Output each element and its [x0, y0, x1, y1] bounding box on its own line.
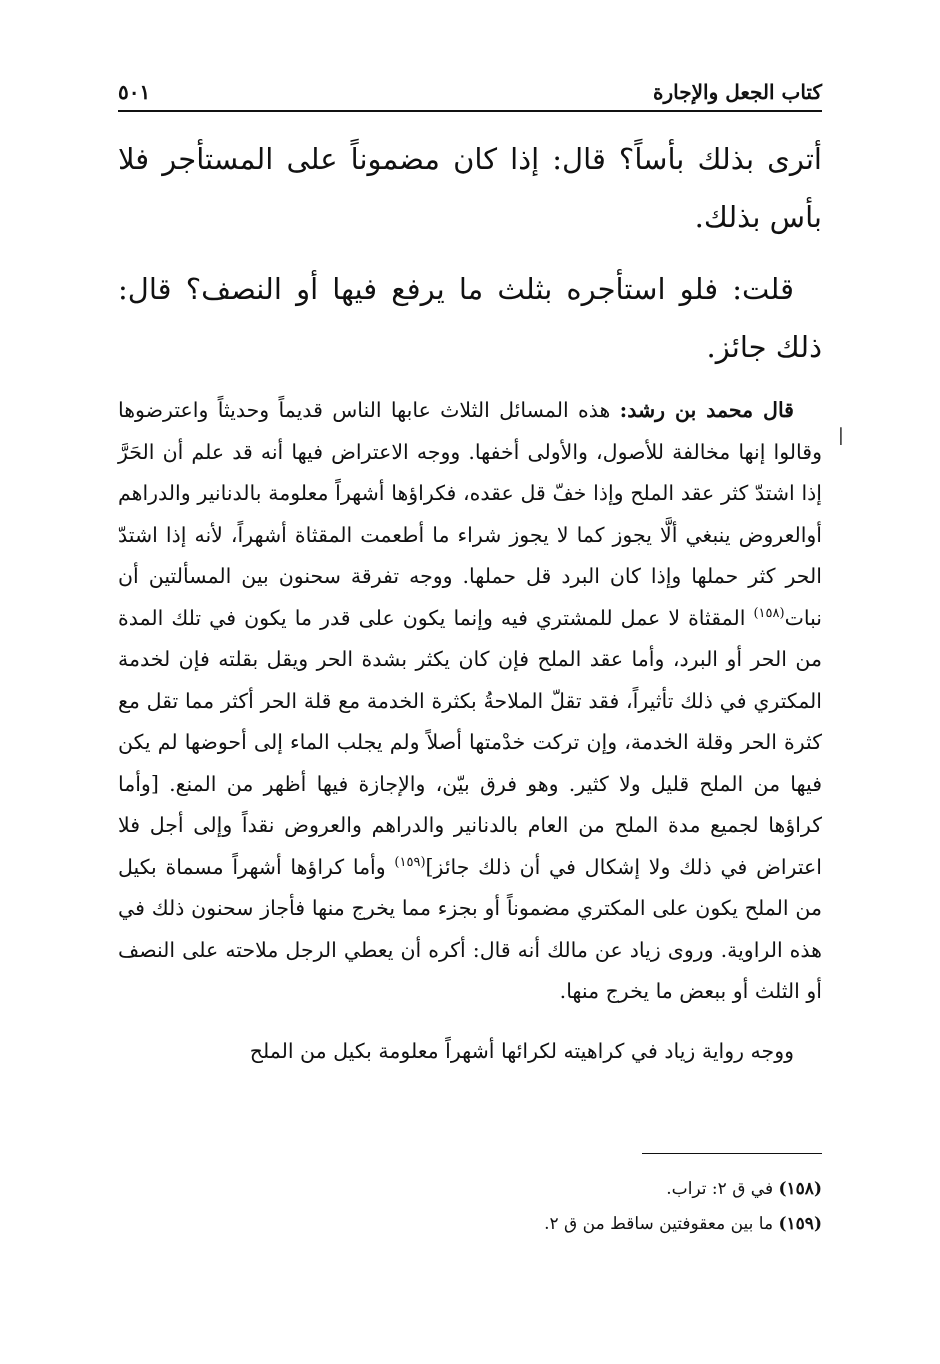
footnote-text: في ق ٢: تراب. — [666, 1179, 774, 1199]
footnotes — [118, 1172, 822, 1242]
footnote-159 — [118, 1207, 822, 1242]
margin-mark: | — [837, 425, 844, 446]
footnote-number: (١٥٨) — [778, 1179, 822, 1199]
paragraph-1: أترى بذلك بأساً؟ قال: إذا كان مضموناً على المستأجر فلا بأس بذلك. — [118, 142, 822, 234]
paragraph-2: قلت: فلو استأجره بثلث ما يرفع فيها أو النصف؟ قال: ذلك جائز. — [118, 272, 822, 364]
commentary-text-a: هذه المسائل الثلاث عابها الناس قديماً وحديثاً واعترضوها وقالوا إنها مخالفة للأصول، والأولى أخفها. ووجه الاعتراض فيها أنه قد علم أن الحَرَّ إذا اشتدّ كثر عقد الملح وإذا خفّ قل عقده، فكراؤها أشهراً معلومة بالدنانير والدراهم أوالعروض ينبغي ألَّا يجوز كما لا يجوز شراء ما أطعمت المقثاة أشهراً، لأنه إذا اشتدّ الحر كثر حملها وإذا كان البرد قل حملها. ووجه تفرقة سحنون بين المسألتين أن نبات — [118, 398, 822, 630]
commentary-lead: قال محمد بن رشد: — [619, 398, 794, 422]
footnote-rule — [642, 1153, 822, 1154]
chapter-title: كتاب الجعل والإجارة — [653, 80, 822, 104]
paragraph-3 — [118, 390, 822, 1013]
footnote-ref-158: (١٥٨) — [753, 605, 785, 621]
footnote-text: ما بين معقوفتين ساقط من ق ٢. — [544, 1214, 774, 1234]
main-text — [118, 130, 822, 1090]
running-header — [118, 74, 822, 104]
footnote-ref-159: (١٥٩) — [394, 854, 426, 870]
footnote-number: (١٥٩) — [778, 1214, 822, 1234]
commentary-text-b: المقثاة لا عمل للمشتري فيه وإنما يكون على قدر ما يكون في تلك المدة من الحر أو البرد، وأما عقد الملح فإن كان يكثر بشدة الحر ويقل بقلته فإن لخدمة المكتري في ذلك تأثيراً، فقد تقلّ الملاحةُ بكثرة الخدمة مع قلة الحر أكثر مما تقل مع كثرة الحر وقلة الخدمة، وإن تركت خدْمتها أصلاً ولم يجلب الماء إلى أحوضها لم يكن فيها من الملح قليل ولا كثير. وهو فرق بيّن، والإجازة فيها أظهر من المنع. [وأما كراؤها لجميع مدة الملح من العام بالدنانير والدراهم والعروض نقداً وإلى أجل فلا اعتراض في ذلك ولا إشكال في أن ذلك جائز] — [118, 605, 822, 879]
paragraph-4: ووجه رواية زياد في كراهيته لكرائها أشهراً معلومة بكيل من الملح — [249, 1038, 794, 1063]
header-rule — [118, 110, 822, 112]
footnote-158 — [118, 1172, 822, 1207]
page-number: ٥٠١ — [118, 80, 151, 104]
commentary-text-c: وأما كراؤها أشهراً مسماة بكيل من الملح يكون على المكتري مضموناً أو بجزء مما يخرج منها فأجاز سحنون ذلك في هذه الراوية. وروى زياد عن مالك أنه قال: أكره أن يعطي الرجل ملاحته على النصف أو الثلث أو ببعض ما يخرج منها. — [118, 854, 822, 1003]
